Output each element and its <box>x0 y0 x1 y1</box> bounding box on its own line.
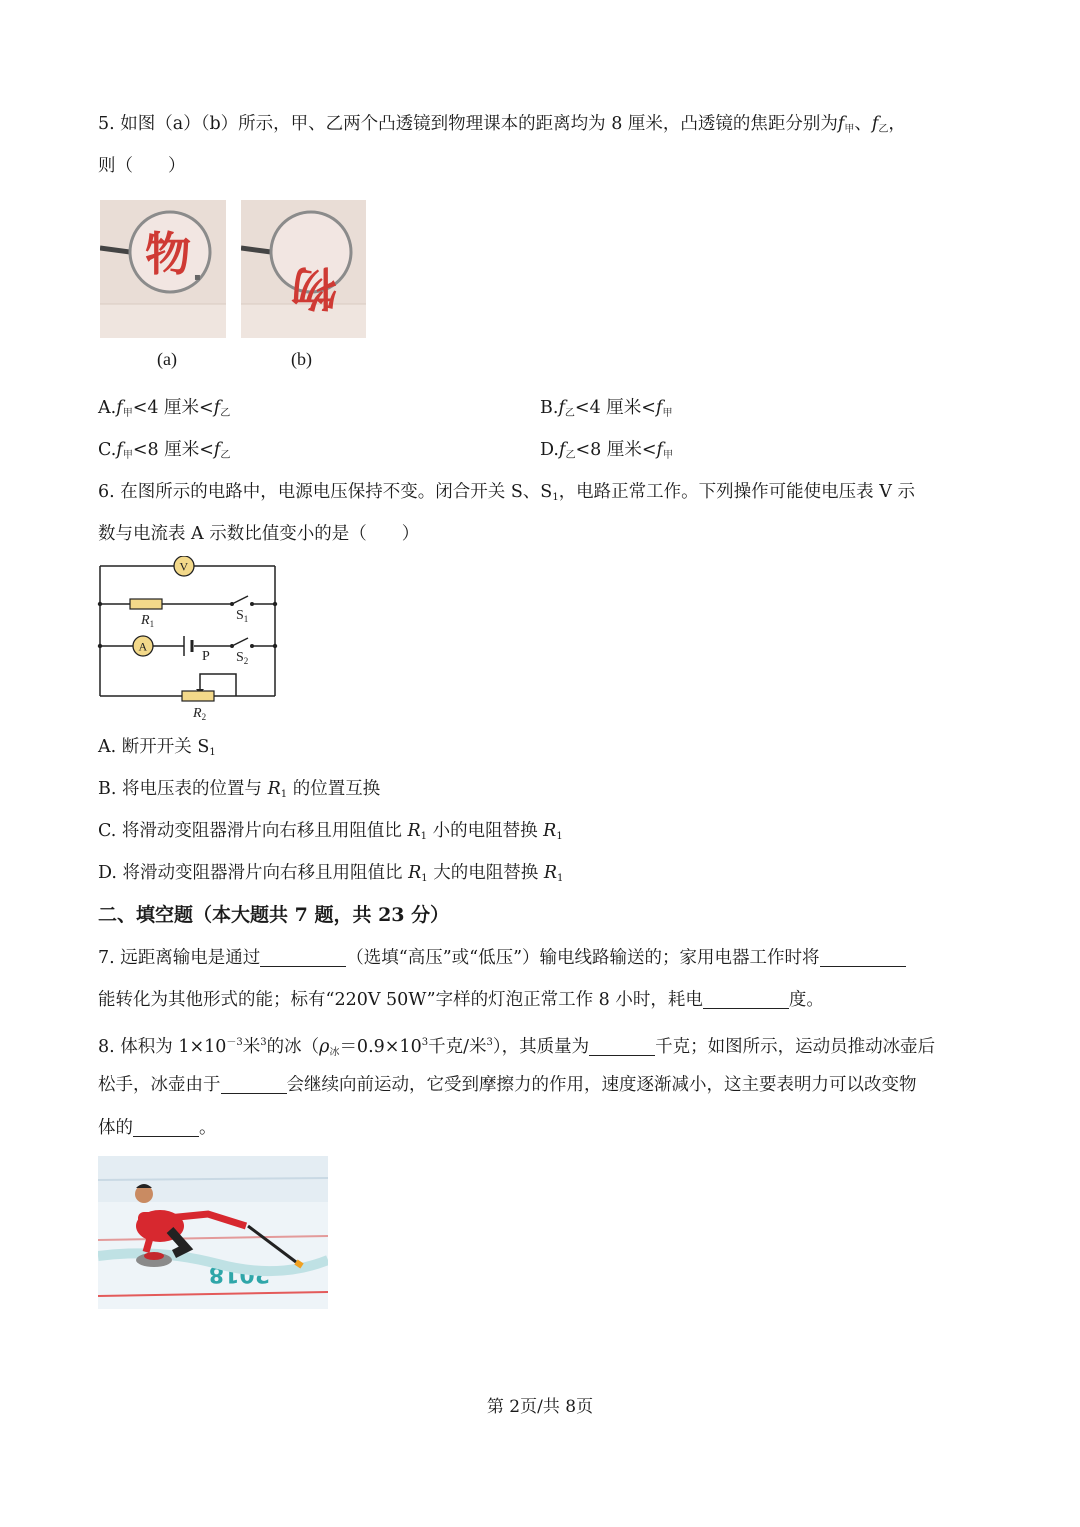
section-heading: 二、填空题（本大题共 7 题，共 23 分） <box>98 904 450 926</box>
fig-b-glyph: 物 <box>291 261 337 315</box>
q8-curling-photo <box>98 1156 328 1309</box>
label-r2: $R_2$ <box>193 706 207 722</box>
q6-option-d: D. 将滑动变阻器滑片向右移且用阻值比 $R_1$ 大的电阻替换 $R_1$ <box>98 863 564 884</box>
ammeter-label: A <box>138 639 148 654</box>
label-s1: $S_1$ <box>236 608 249 624</box>
q5-figure-b <box>241 200 366 338</box>
q8-blank-1[interactable] <box>589 1037 655 1056</box>
photo-text: 2018 <box>208 1261 270 1286</box>
label-r1: $R_1$ <box>141 613 155 629</box>
label-s2: $S_2$ <box>236 650 249 666</box>
q5-option-d: $D.f_乙<8$ 厘米$<f_甲$ <box>540 440 673 461</box>
q7-blank-3[interactable] <box>703 990 789 1009</box>
q7-blank-1[interactable] <box>260 948 346 967</box>
q5-caption-b: (b) <box>291 349 312 369</box>
q7-line1: 7. 远距离输电是通过 （选填“高压”或“低压”）输电线路输送的；家用电器工作时将 <box>98 946 906 970</box>
q6-option-b: B. 将电压表的位置与 $R_1$ 的位置互换 <box>98 779 381 800</box>
q5-option-a: $A.f_甲<4$ 厘米$<f_乙$ <box>98 398 231 419</box>
voltmeter-label: V <box>179 559 189 574</box>
q5-option-b: $B.f_乙<4$ 厘米$<f_甲$ <box>540 398 673 419</box>
q7-line2: 能转化为其他形式的能；标有“220V 50W”字样的灯泡正常工作 8 小时，耗电 度。 <box>98 990 824 1010</box>
svg-text:▪: ▪ <box>194 272 201 283</box>
q8-blank-3[interactable] <box>133 1118 199 1137</box>
q8-line2: 松手，冰壶由于 会继续向前运动，它受到摩擦力的作用，速度逐渐减小，这主要表明力可以改变物 <box>98 1075 917 1095</box>
q6-stem-line1: 6. 在图所示的电路中，电源电压保持不变。闭合开关 S、$S_1$，电路正常工作。下列操作可能使电压表 V 示 <box>98 482 915 503</box>
resistor-r1 <box>130 599 162 609</box>
rheostat-r2 <box>182 691 214 701</box>
q5-caption-a: (a) <box>157 349 177 369</box>
fig-a-glyph: 物 <box>145 227 191 281</box>
label-p: P <box>202 649 210 664</box>
page-footer: 第 2页/共 8页 <box>486 1397 594 1417</box>
q7-blank-2[interactable] <box>820 948 906 967</box>
q6-option-c: C. 将滑动变阻器滑片向右移且用阻值比 $R_1$ 小的电阻替换 $R_1$ <box>98 821 563 842</box>
q5-figure-a <box>100 200 226 338</box>
q6-stem-line2: 数与电流表 A 示数比值变小的是（ ） <box>98 524 420 544</box>
q8-blank-2[interactable] <box>221 1075 287 1094</box>
q6-option-a: A. 断开开关 $S_1$ <box>98 737 216 758</box>
q8-line3: 体的 。 <box>98 1118 217 1138</box>
q5-option-c: $C.f_甲<8$ 厘米$<f_乙$ <box>98 440 231 461</box>
q5-stem-line1: 5. 如图（a）（b）所示，甲、乙两个凸透镜到物理课本的距离均为 8 厘米，凸透镜的焦距分别为$f_甲$、$f_乙$， <box>98 114 906 135</box>
q8-line1: 8. 体积为 $1\times 10^{-3}$米$^3$的冰（$\rho_冰=0.9\times 10^3$千克/米$^3$），其质量为 千克；如图所示，运动员推动冰壶后 <box>98 1037 936 1058</box>
q6-circuit-diagram <box>96 556 280 724</box>
q5-stem-line2: 则（ ） <box>98 156 186 176</box>
